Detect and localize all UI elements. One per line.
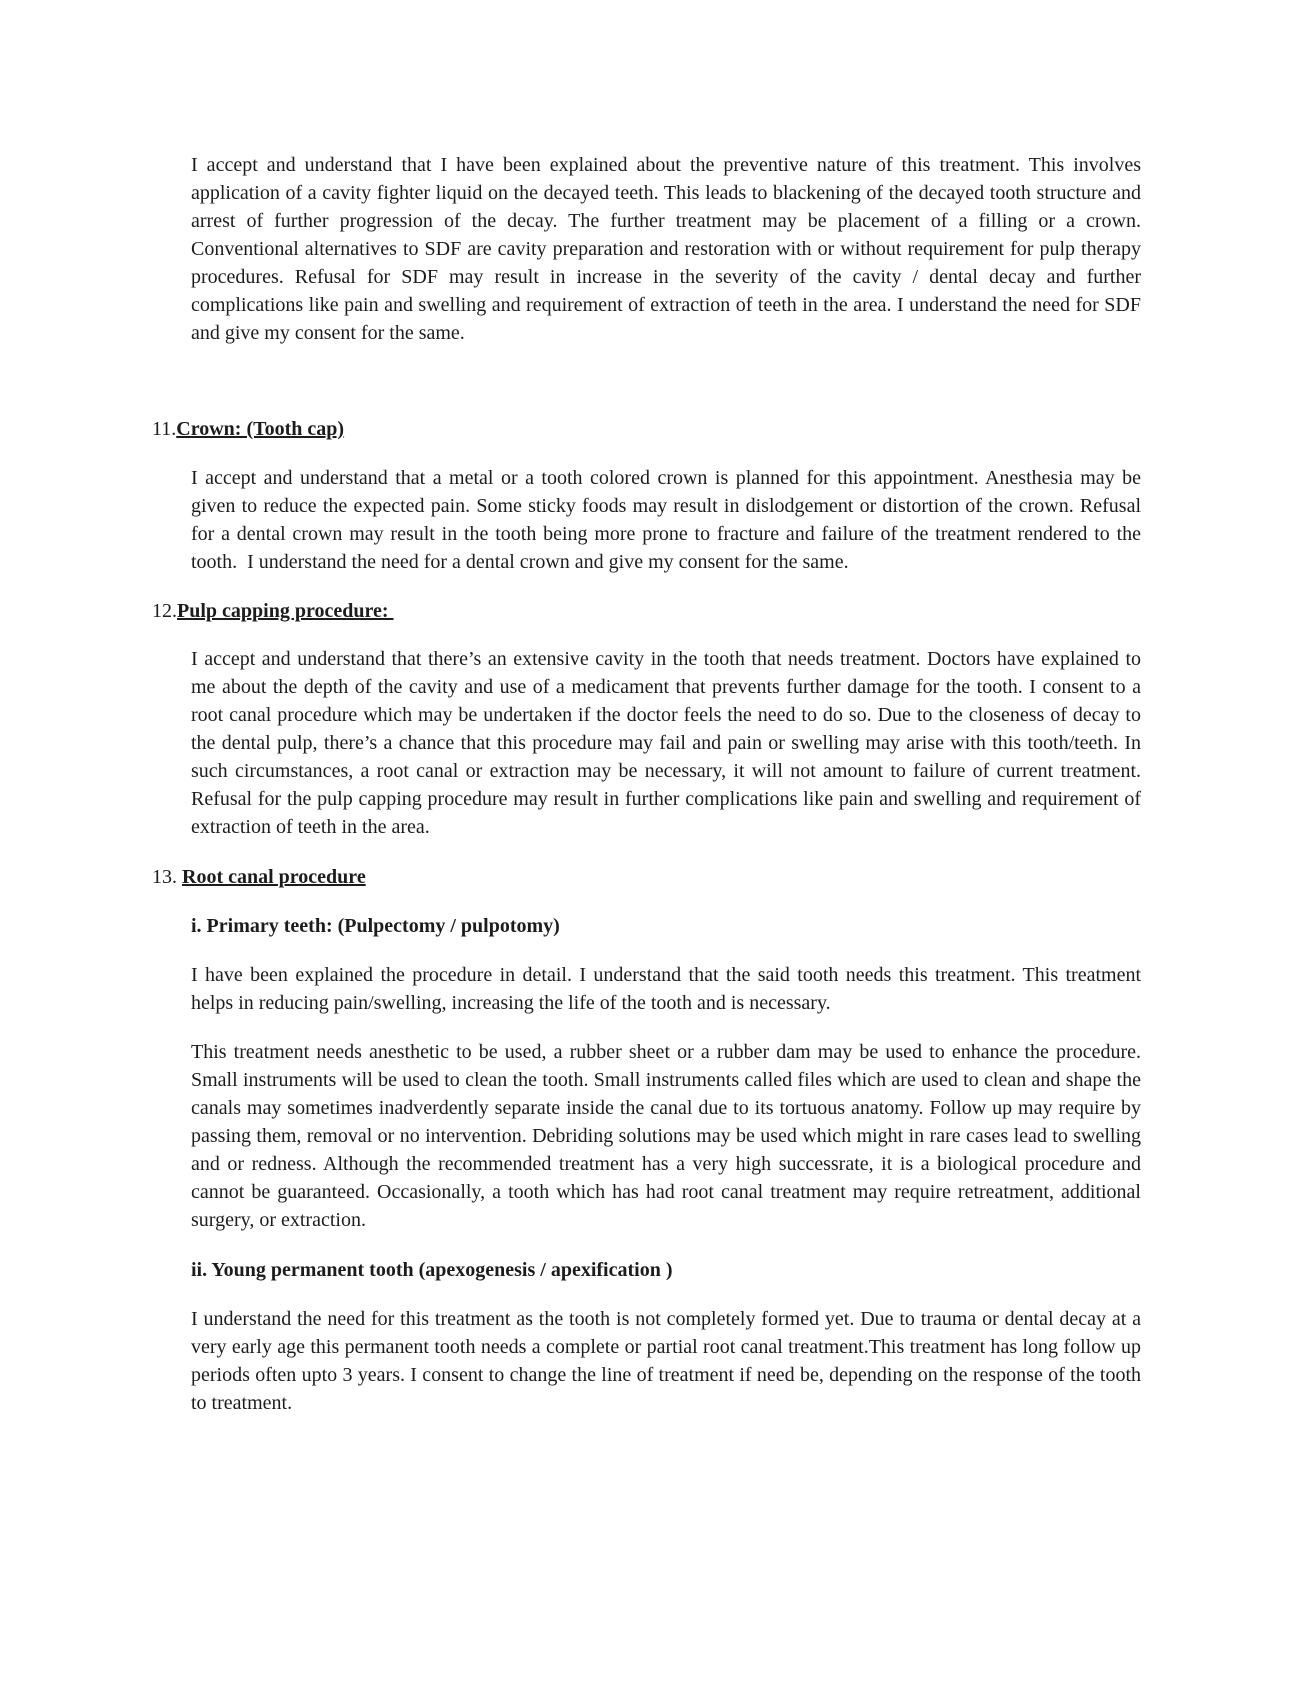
primary-teeth-paragraph-1: I have been explained the procedure in detail. I understand that the said tooth needs this treatment. This treatment helps in reducing pain/swelling, increasing the life of the tooth and is necessary.: [191, 964, 1141, 1014]
section-title: Crown: (Tooth cap): [176, 418, 345, 440]
section-number: 11.: [152, 418, 177, 440]
section-number: 12.: [152, 600, 177, 622]
section-12-heading: [152, 597, 394, 625]
primary-teeth-subheading: i. Primary teeth: (Pulpectomy / pulpotomy): [191, 915, 560, 937]
sdf-consent-paragraph: I accept and understand that I have been explained about the preventive nature of this treatment. This involves application of a cavity fighter liquid on the decayed teeth. This leads to blackening of the decayed tooth structure and arrest of further progression of the decay. The further treatment may be placement of a filling or a crown. Conventional alternatives to SDF are cavity preparation and restoration with or without requirement for pulp therapy procedures. Refusal for SDF may result in increase in the severity of the cavity / dental decay and further complications like pain and swelling and requirement of extraction of teeth in the area. I understand the need for SDF and give my consent for the same.: [191, 154, 1191, 344]
section-title: Pulp capping procedure:: [177, 600, 394, 622]
young-permanent-paragraph: I understand the need for this treatment as the tooth is not completely formed yet. Due to trauma or dental decay at a very early age this permanent tooth needs a complete or partial root canal treatment.This treatment has long follow up periods often upto 3 years. I consent to change the line of treatment if need be, depending on the response of the tooth to treatment.: [191, 1308, 1141, 1414]
crown-consent-paragraph: I accept and understand that a metal or a tooth colored crown is planned for this appointment. Anesthesia may be given to reduce the expected pain. Some sticky foods may result in dislodgement or distortion of the crown. Refusal for a dental crown may result in the tooth being more prone to fracture and failure of the treatment rendered to the tooth. I understand the need for a dental crown and give my consent for the same.: [191, 467, 1146, 573]
section-title: Root canal procedure: [182, 866, 366, 888]
primary-teeth-paragraph-2: This treatment needs anesthetic to be used, a rubber sheet or a rubber dam may be used to enhance the procedure. Small instruments will be used to clean the tooth. Small instruments called files which are used to clean and shape the canals may sometimes inadverdently separate inside the canal due to its tortuous anatomy. Follow up may require by passing them, removal or no intervention. Debriding solutions may be used which might in rare cases lead to swelling and or redness. Although the recommended treatment has a very high successrate, it is a biological procedure and cannot be guaranteed. Occasionally, a tooth which has had root canal treatment may require retreatment, additional surgery, or extraction.: [191, 1041, 1141, 1231]
section-number: 13.: [152, 866, 182, 888]
section-13-heading: [152, 863, 366, 891]
section-11-heading: [152, 415, 344, 443]
pulp-capping-consent-paragraph: I accept and understand that there’s an extensive cavity in the tooth that needs treatment. Doctors have explained to me about the depth of the cavity and use of a medicament that prevents further damage for the tooth. I consent to a root canal procedure which may be undertaken if the doctor feels the need to do so. Due to the closeness of decay to the dental pulp, there’s a chance that this procedure may fail and pain or swelling may arise with this tooth/teeth. In such circumstances, a root canal or extraction may be necessary, it will not amount to failure of current treatment. Refusal for the pulp capping procedure may result in further complications like pain and swelling and requirement of extraction of teeth in the area.: [191, 648, 1141, 838]
young-permanent-subheading: ii. Young permanent tooth (apexogenesis / apexification ): [191, 1259, 673, 1281]
